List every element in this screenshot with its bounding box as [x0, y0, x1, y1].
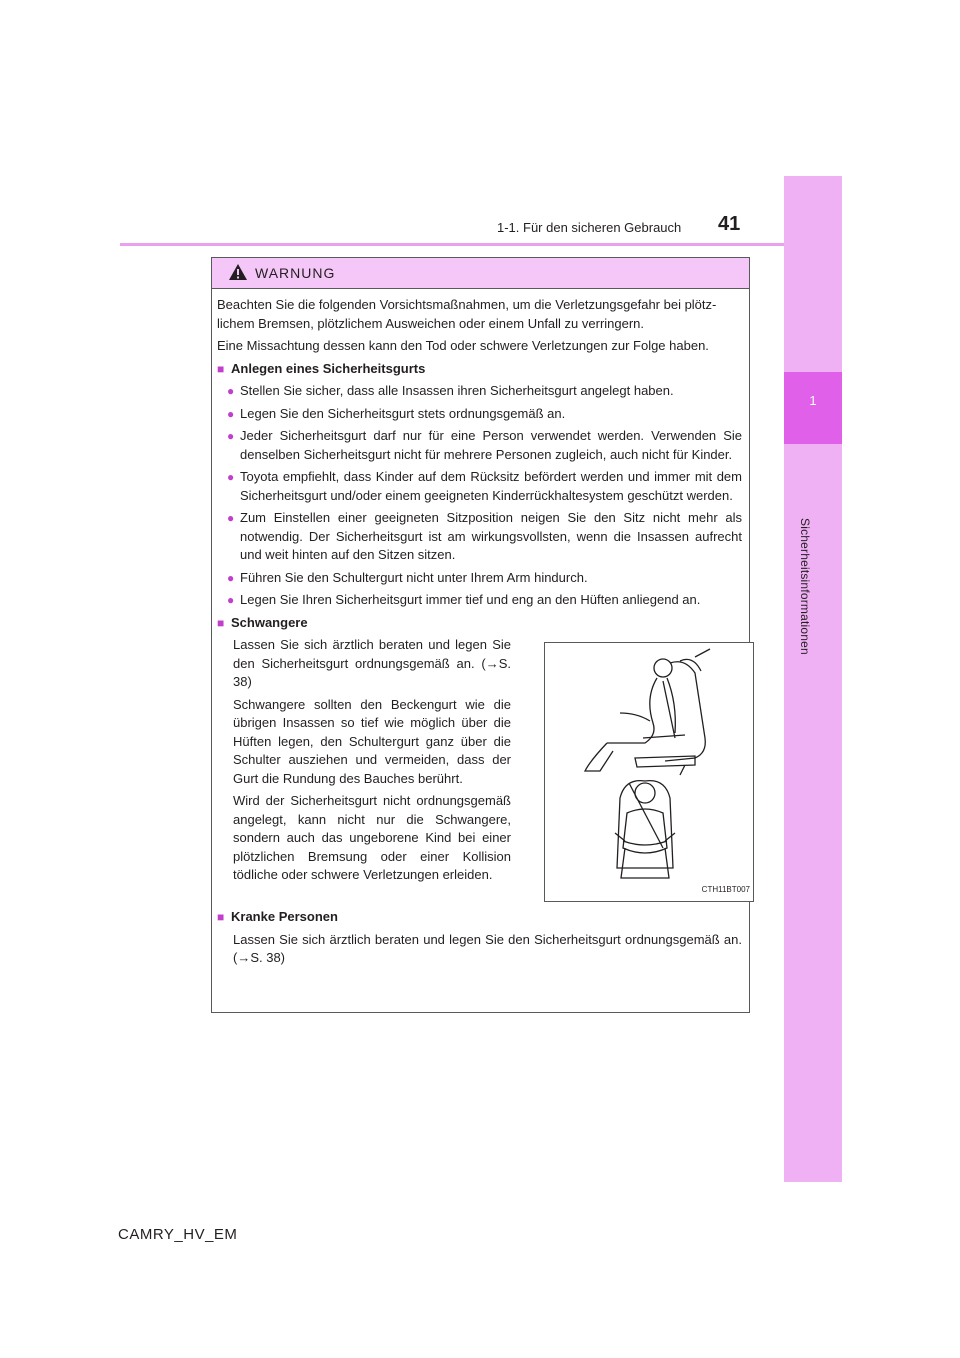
bullet-item: ● Legen Sie Ihren Sicherheitsgurt immer tief und eng an den Hüften anliegend an.	[217, 591, 742, 610]
page-number: 41	[718, 213, 741, 235]
bullet-item: ● Jeder Sicherheitsgurt darf nur für eine Person verwendet werden. Verwenden Sie denselben Sicherheitsgurt nicht für mehrere Personen zugleich, auch nicht für Kinder.	[217, 427, 742, 464]
document-code: CAMRY_HV_EM	[118, 1226, 238, 1243]
dot-bullet-icon: ●	[227, 429, 235, 443]
pregnant-text	[233, 636, 511, 889]
intro-paragraph: Eine Missachtung dessen kann den Tod oder schwere Verletzungen zur Folge haben.	[217, 338, 709, 353]
dot-bullet-icon: ●	[227, 470, 235, 484]
chapter-number: 1	[809, 393, 817, 408]
section-heading: ■ Schwangere	[217, 614, 742, 633]
square-bullet-icon: ■	[217, 615, 225, 630]
warning-label: WARNUNG	[255, 265, 336, 281]
section-heading: ■ Anlegen eines Sicherheitsgurts	[217, 360, 742, 379]
square-bullet-icon: ■	[217, 361, 225, 376]
bullet-item: ● Führen Sie den Schultergurt nicht unter Ihrem Arm hindurch.	[217, 569, 742, 588]
paragraph: Lassen Sie sich ärztlich beraten und legen Sie den Sicherheitsgurt ordnungsgemäß an. (→S. 38)	[233, 637, 511, 689]
warning-header	[212, 258, 749, 289]
chapter-title: Sicherheitsinformationen	[798, 518, 812, 655]
dot-bullet-icon: ●	[227, 511, 235, 525]
intro-paragraph: Beachten Sie die folgenden Vorsichtsmaßnahmen, um die Verletzungsgefahr bei plötzlichem Bremsen, plötzlichem Ausweichen oder einem Unfall zu verringern.	[217, 297, 717, 331]
section-title: 1-1. Für den sicheren Gebrauch	[497, 220, 682, 235]
pregnant-section	[233, 636, 750, 906]
header-divider	[120, 243, 784, 246]
side-tab	[784, 176, 842, 1182]
dot-bullet-icon: ●	[227, 406, 235, 421]
warning-content	[217, 296, 750, 968]
paragraph: Wird der Sicherheitsgurt nicht ordnungsgemäß angelegt, kann nicht nur die Schwangere, sondern auch das ungeborene Kind bei einer plötzlichen Bremsung oder einer Kollision tödliche oder schwere Verletzungen erleiden.	[233, 793, 511, 882]
figure-code: CTH11BT007	[701, 884, 750, 894]
warning-triangle-icon	[228, 263, 248, 286]
pregnant-seatbelt-icon	[545, 643, 753, 883]
bullet-item: ● Legen Sie den Sicherheitsgurt stets ordnungsgemäß an.	[217, 405, 742, 424]
dot-bullet-icon: ●	[227, 384, 235, 398]
dot-bullet-icon: ●	[227, 570, 235, 585]
bullet-item: ● Zum Einstellen einer geeigneten Sitzposition neigen Sie den Sitz nicht mehr als notwendig. Der Sicherheitsgurt ist am wirkungsvollsten, wenn die Insassen aufrecht und weit hinten auf den Sitzen sitzen.	[217, 509, 742, 565]
seatbelt-illustration	[544, 642, 754, 902]
dot-bullet-icon: ●	[227, 593, 235, 607]
paragraph: Lassen Sie sich ärztlich beraten und legen Sie den Sicherheitsgurt ordnungsgemäß an. (→S. 38)	[233, 931, 742, 965]
square-bullet-icon: ■	[217, 910, 225, 924]
side-tab-chapter-marker	[784, 372, 842, 444]
bullet-item: ● Stellen Sie sicher, dass alle Insassen ihren Sicherheitsgurt angelegt haben.	[217, 382, 742, 401]
bullet-item: ● Toyota empfiehlt, dass Kinder auf dem Rücksitz befördert werden und immer mit dem Sicherheitsgurt und/oder einem geeigneten Kinderrückhaltesystem geschützt werden.	[217, 468, 742, 505]
paragraph: Schwangere sollten den Beckengurt wie die übrigen Insassen so tief wie möglich über die Hüften legen, den Schultergurt ganz über die Schulter ausziehen und vermeiden, dass der Gurt die Rundung des Bauches berührt.	[233, 696, 511, 786]
section-heading: ■ Kranke Personen	[217, 908, 742, 927]
warning-box	[211, 257, 750, 1013]
